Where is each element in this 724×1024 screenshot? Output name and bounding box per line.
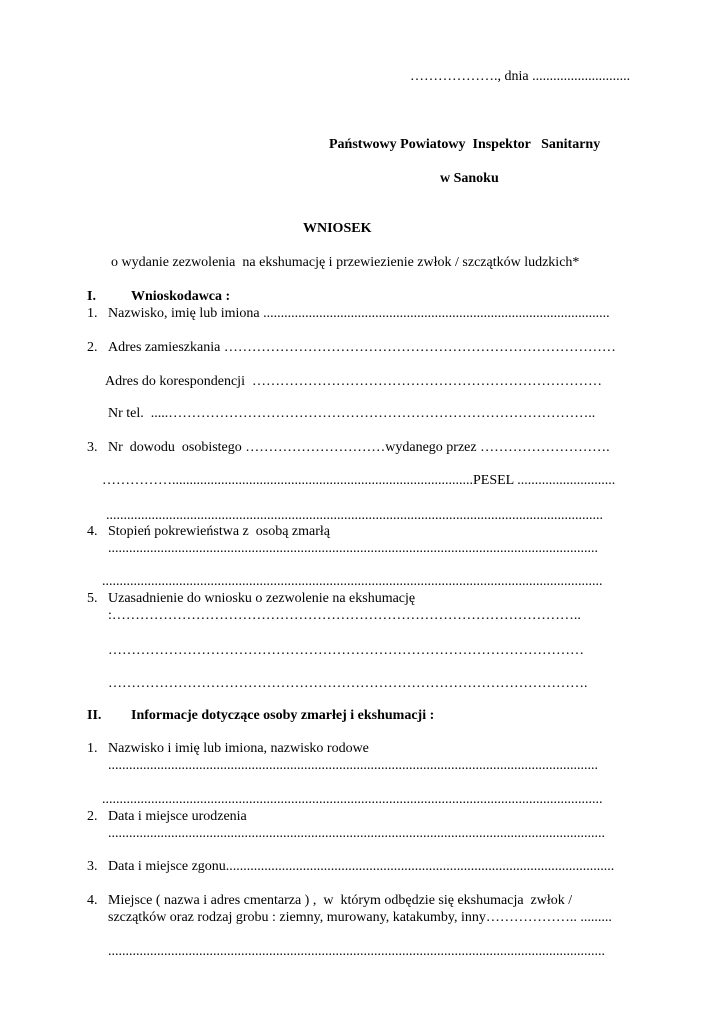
field-relationship: Stopień pokrewieństwa z osobą zmarłą (108, 524, 330, 539)
section-1-number: I. (87, 289, 96, 304)
field-grave-type: szczątków oraz rodzaj grobu : ziemny, murowany, katakumby, inny……………….. ......... (108, 910, 612, 925)
field-pesel-continuation: .............................................................................................................................................. (106, 508, 603, 523)
field-applicant-name: Nazwisko, imię lub imiona ................................................................................................... (108, 306, 610, 321)
field-relationship-line-2: ............................................................................................................................................... (102, 574, 603, 589)
section-2-number: II. (87, 708, 102, 723)
document-title: WNIOSEK (303, 221, 372, 236)
authority-location: w Sanoku (440, 171, 499, 186)
document-subtitle: o wydanie zezwolenia na ekshumację i przewiezienie zwłok / szczątków ludzkich* (111, 255, 580, 270)
s2-field-1-number: 1. (87, 741, 98, 756)
date-line: ………………., dnia ............................ (410, 69, 631, 84)
s2-field-4-number: 4. (87, 893, 98, 908)
field-pesel: ……………......................................................................................PESEL ............................ (102, 473, 616, 488)
field-id-document: Nr dowodu osobistego …………………………wydanego przez ………………………. (108, 440, 610, 455)
section-2-heading: Informacje dotyczące osoby zmarłej i ekshumacji : (131, 708, 435, 723)
field-deceased-name-line-2: ............................................................................................................................................... (102, 792, 603, 807)
field-5-number: 5. (87, 591, 98, 606)
field-residence-address: Adres zamieszkania ………………………………………………………………………… (108, 340, 616, 355)
field-birth-date-place: Data i miejsce urodzenia (108, 809, 247, 824)
s2-field-3-number: 3. (87, 859, 98, 874)
field-deceased-name: Nazwisko i imię lub imiona, nazwisko rodowe (108, 741, 369, 756)
field-cemetery-line: .............................................................................................................................................. (108, 944, 605, 959)
field-death-date-place: Data i miejsce zgonu............................................................................................................... (108, 859, 615, 874)
field-birth-date-place-line: .............................................................................................................................................. (108, 826, 605, 841)
field-correspondence-address: Adres do korespondencji ………………………………………………………………… (105, 374, 602, 389)
field-3-number: 3. (87, 440, 98, 455)
authority-name: Państwowy Powiatowy Inspektor Sanitarny (329, 137, 601, 152)
field-justification: Uzasadnienie do wniosku o zezwolenie na ekshumację (108, 591, 416, 606)
field-1-number: 1. (87, 306, 98, 321)
field-2-number: 2. (87, 340, 98, 355)
field-justification-line-2: ………………………………………………………………………………………… (108, 643, 584, 658)
field-relationship-line-1: ............................................................................................................................................ (108, 541, 598, 556)
field-4-number: 4. (87, 524, 98, 539)
s2-field-2-number: 2. (87, 809, 98, 824)
field-deceased-name-line-1: ............................................................................................................................................ (108, 758, 598, 773)
section-1-heading: Wnioskodawca : (131, 289, 231, 304)
field-cemetery-location: Miejsce ( nazwa i adres cmentarza ) , w którym odbędzie się ekshumacja zwłok / (108, 893, 573, 908)
field-justification-line-3: …………………………………………………………………………………………. (108, 676, 588, 691)
field-phone: Nr tel. .....……………………………………………………………………………….. (108, 406, 596, 421)
field-justification-line-1: :……………………………………………………………………………………….. (108, 608, 581, 623)
